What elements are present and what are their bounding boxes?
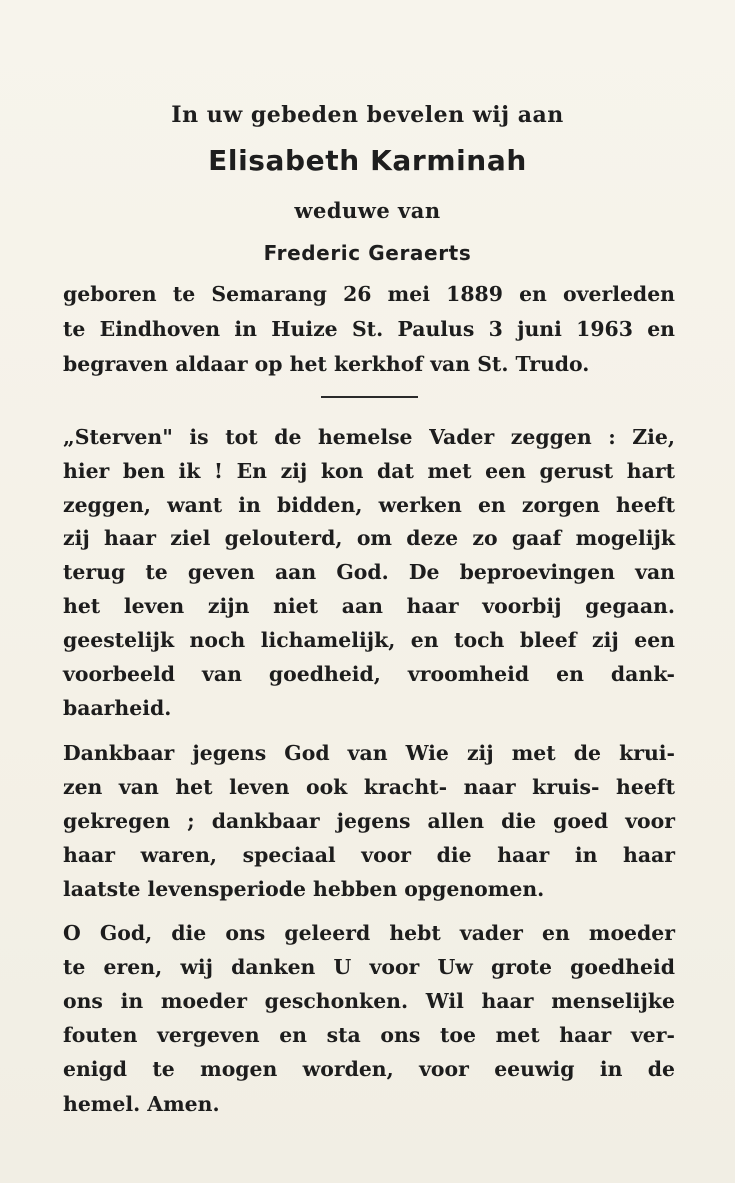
paragraph-line: gekregen ; dankbaar jegens allen die goed voor	[63, 809, 675, 833]
paragraph-line: zij haar ziel gelouterd, om deze zo gaaf mogelijk	[63, 526, 675, 550]
paragraph-line: enigd te mogen worden, voor eeuwig in de	[63, 1057, 675, 1081]
paragraph-line: baarheid.	[63, 696, 172, 720]
bio-line: begraven aldaar op het kerkhof van St. Trudo.	[63, 352, 590, 376]
paragraph-line: O God, die ons geleerd hebt vader en moeder	[63, 921, 675, 945]
divider-rule	[321, 396, 418, 398]
paragraph-line: terug te geven aan God. De beproevingen van	[63, 560, 675, 584]
paragraph-line: ons in moeder geschonken. Wil haar menselijke	[63, 989, 675, 1013]
paragraph-line: het leven zijn niet aan haar voorbij gegaan.	[63, 594, 675, 618]
paragraph-line: haar waren, speciaal voor die haar in haar	[63, 843, 675, 867]
paragraph-line: hemel. Amen.	[63, 1092, 220, 1116]
husband-name: Frederic Geraerts	[263, 241, 472, 265]
deceased-name: Elisabeth Karminah	[208, 144, 527, 177]
paragraph-line: zen van het leven ook kracht- naar kruis- heeft	[63, 775, 675, 799]
widow-of-line: weduwe van	[294, 198, 441, 223]
paragraph-line: hier ben ik ! En zij kon dat met een gerust hart	[63, 459, 675, 483]
paragraph-line: geestelijk noch lichamelijk, en toch bleef zij een	[63, 628, 675, 652]
bio-line: geboren te Semarang 26 mei 1889 en overleden	[63, 282, 675, 306]
paragraph-line: fouten vergeven en sta ons toe met haar ver-	[63, 1023, 675, 1047]
bio-line: te Eindhoven in Huize St. Paulus 3 juni 1963 en	[63, 317, 675, 341]
paragraph-line: Dankbaar jegens God van Wie zij met de krui-	[63, 741, 675, 765]
paragraph-line: „Sterven" is tot de hemelse Vader zeggen : Zie,	[63, 425, 675, 449]
paragraph-line: laatste levensperiode hebben opgenomen.	[63, 877, 545, 901]
intro-line: In uw gebeden bevelen wij aan	[171, 102, 564, 128]
paragraph-line: voorbeeld van goedheid, vroomheid en dank-	[63, 662, 675, 686]
paragraph-line: te eren, wij danken U voor Uw grote goedheid	[63, 955, 675, 979]
paragraph-line: zeggen, want in bidden, werken en zorgen heeft	[63, 493, 675, 517]
